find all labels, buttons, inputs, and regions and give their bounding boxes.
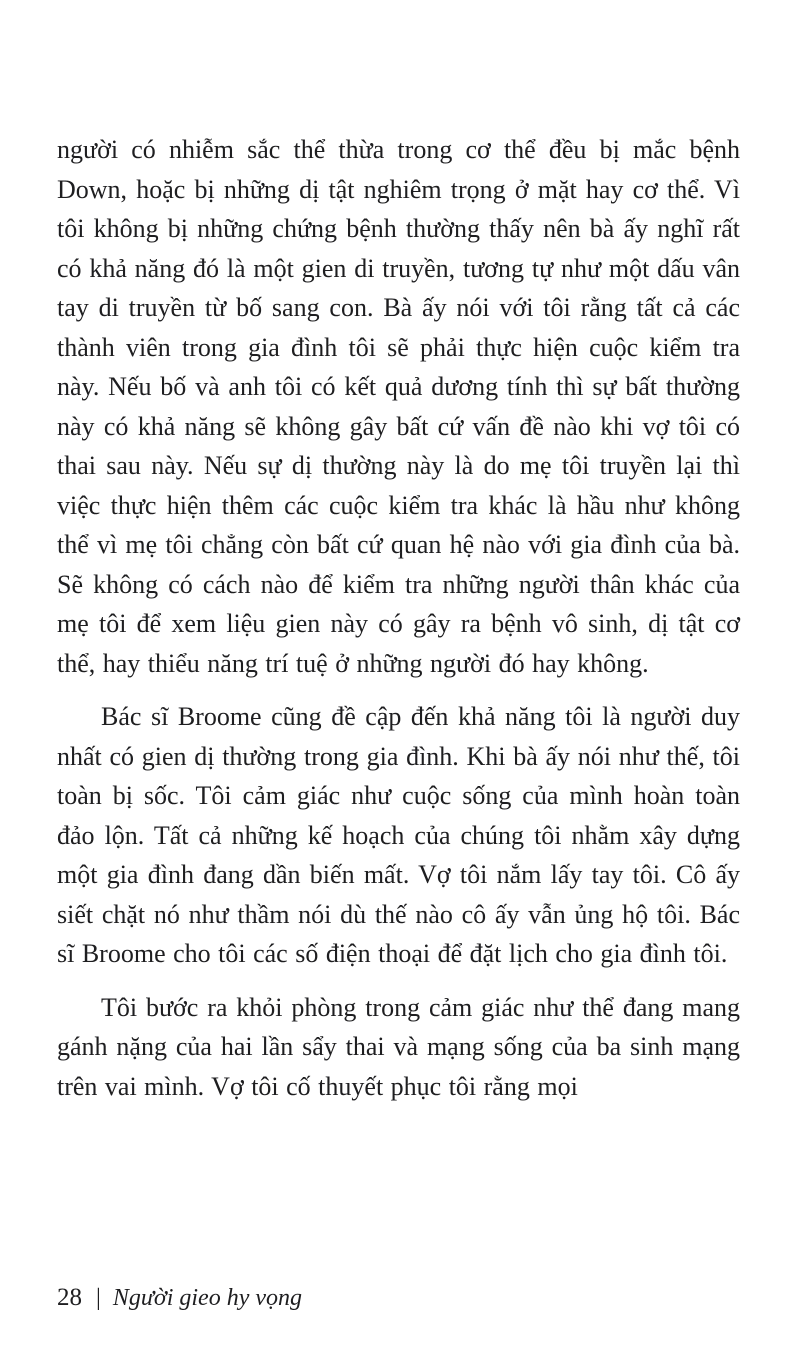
footer-separator: | xyxy=(96,1285,101,1311)
paragraph: người có nhiễm sắc thể thừa trong cơ thể đều bị mắc bệnh Down, hoặc bị những dị tật nghiêm trọng ở mặt hay cơ thể. Vì tôi không bị những chứng bệnh thường thấy nên bà ấy nghĩ rất có khả năng đó là một gien di truyền, tương tự như một dấu vân tay di truyền từ bố sang con. Bà ấy nói với tôi rằng tất cả các thành viên trong gia đình tôi sẽ phải thực hiện cuộc kiểm tra này. Nếu bố và anh tôi có kết quả dương tính thì sự bất thường này có khả năng sẽ không gây bất cứ vấn đề nào khi vợ tôi có thai sau này. Nếu sự dị thường này là do mẹ tôi truyền lại thì việc thực hiện thêm các cuộc kiểm tra khác là hầu như không thể vì mẹ tôi chẳng còn bất cứ quan hệ nào với gia đình của bà. Sẽ không có cách nào để kiểm tra những người thân khác của mẹ tôi để xem liệu gien này có gây ra bệnh vô sinh, dị tật cơ thể, hay thiểu năng trí tuệ ở những người đó hay không. xyxy=(57,135,740,678)
page-footer xyxy=(57,1284,302,1312)
paragraph: Tôi bước ra khỏi phòng trong cảm giác như thể đang mang gánh nặng của hai lần sẩy thai và mạng sống của ba sinh mạng trên vai mình. Vợ tôi cố thuyết phục tôi rằng mọi xyxy=(57,992,740,1101)
paragraph: Bác sĩ Broome cũng đề cập đến khả năng tôi là người duy nhất có gien dị thường trong gia đình. Khi bà ấy nói như thế, tôi toàn bị sốc. Tôi cảm giác như cuộc sống của mình hoàn toàn đảo lộn. Tất cả những kế hoạch của chúng tôi nhằm xây dựng một gia đình đang dần biến mất. Vợ tôi nắm lấy tay tôi. Cô ấy siết chặt nó như thầm nói dù thế nào cô ấy vẫn ủng hộ tôi. Bác sĩ Broome cho tôi các số điện thoại để đặt lịch cho gia đình tôi. xyxy=(57,702,740,968)
page-number: 28 xyxy=(57,1284,82,1311)
book-title: Người gieo hy vọng xyxy=(112,1285,303,1311)
page-body-text xyxy=(57,130,740,1106)
